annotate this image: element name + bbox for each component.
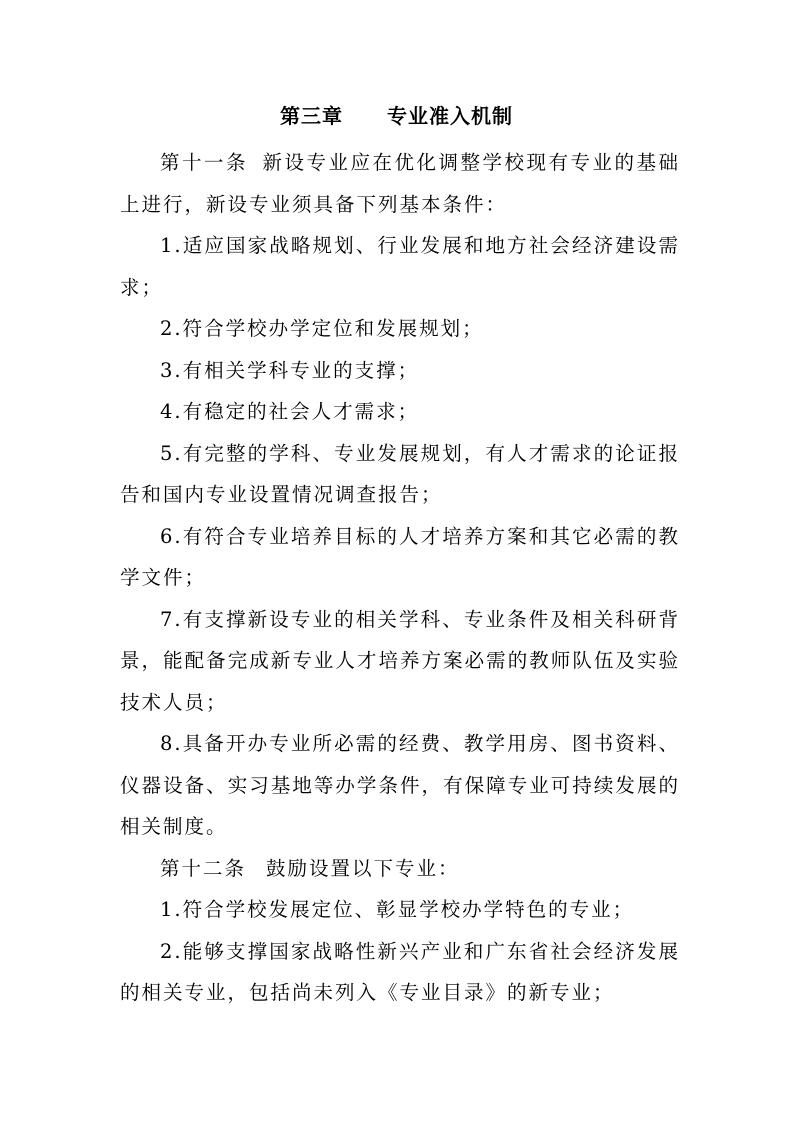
chapter-heading [0, 100, 793, 132]
article-11-item-1: 1.适应国家战略规划、行业发展和地方社会经济建设需求； [120, 234, 680, 299]
article-11-item-6: 6.有符合专业培养目标的人才培养方案和其它必需的教学文件； [120, 524, 680, 589]
article-11-item-7: 7.有支撑新设专业的相关学科、专业条件及相关科研背景，能配备完成新专业人才培养方案必需的教师队伍及实验技术人员； [120, 607, 680, 714]
article-11-item-2: 2.符合学校办学定位和发展规划； [160, 317, 484, 340]
article-11-item-5: 5.有完整的学科、专业发展规划，有人才需求的论证报告和国内专业设置情况调查报告； [120, 441, 680, 506]
chapter-title: 专业准入机制 [387, 104, 513, 128]
article-12-item-2: 2.能够支撑国家战略性新兴产业和广东省社会经济发展的相关专业，包括尚未列入《专业目录》的新专业； [120, 939, 680, 1004]
article-11-text: 新设专业应在优化调整学校现有专业的基础上进行，新设专业须具备下列基本条件： [120, 151, 680, 216]
article-11-item-3: 3.有相关学科专业的支撑； [160, 358, 420, 382]
article-11-item-4: 4.有稳定的社会人才需求； [160, 400, 420, 423]
article-11-intro [120, 142, 680, 225]
chapter-number: 第三章 [280, 104, 343, 128]
article-12-intro [120, 848, 680, 890]
article-11-item-8: 8.具备开办专业所必需的经费、教学用房、图书资料、仪器设备、实习基地等办学条件，有保障专业可持续发展的相关制度。 [120, 732, 680, 838]
document-body [120, 142, 680, 1014]
article-11-label: 第十一条 [160, 151, 248, 174]
article-12-item-1: 1.符合学校发展定位、彰显学校办学特色的专业； [160, 898, 635, 921]
article-12-label: 第十二条 [160, 856, 247, 880]
article-12-text: 鼓励设置以下专业： [266, 856, 460, 880]
